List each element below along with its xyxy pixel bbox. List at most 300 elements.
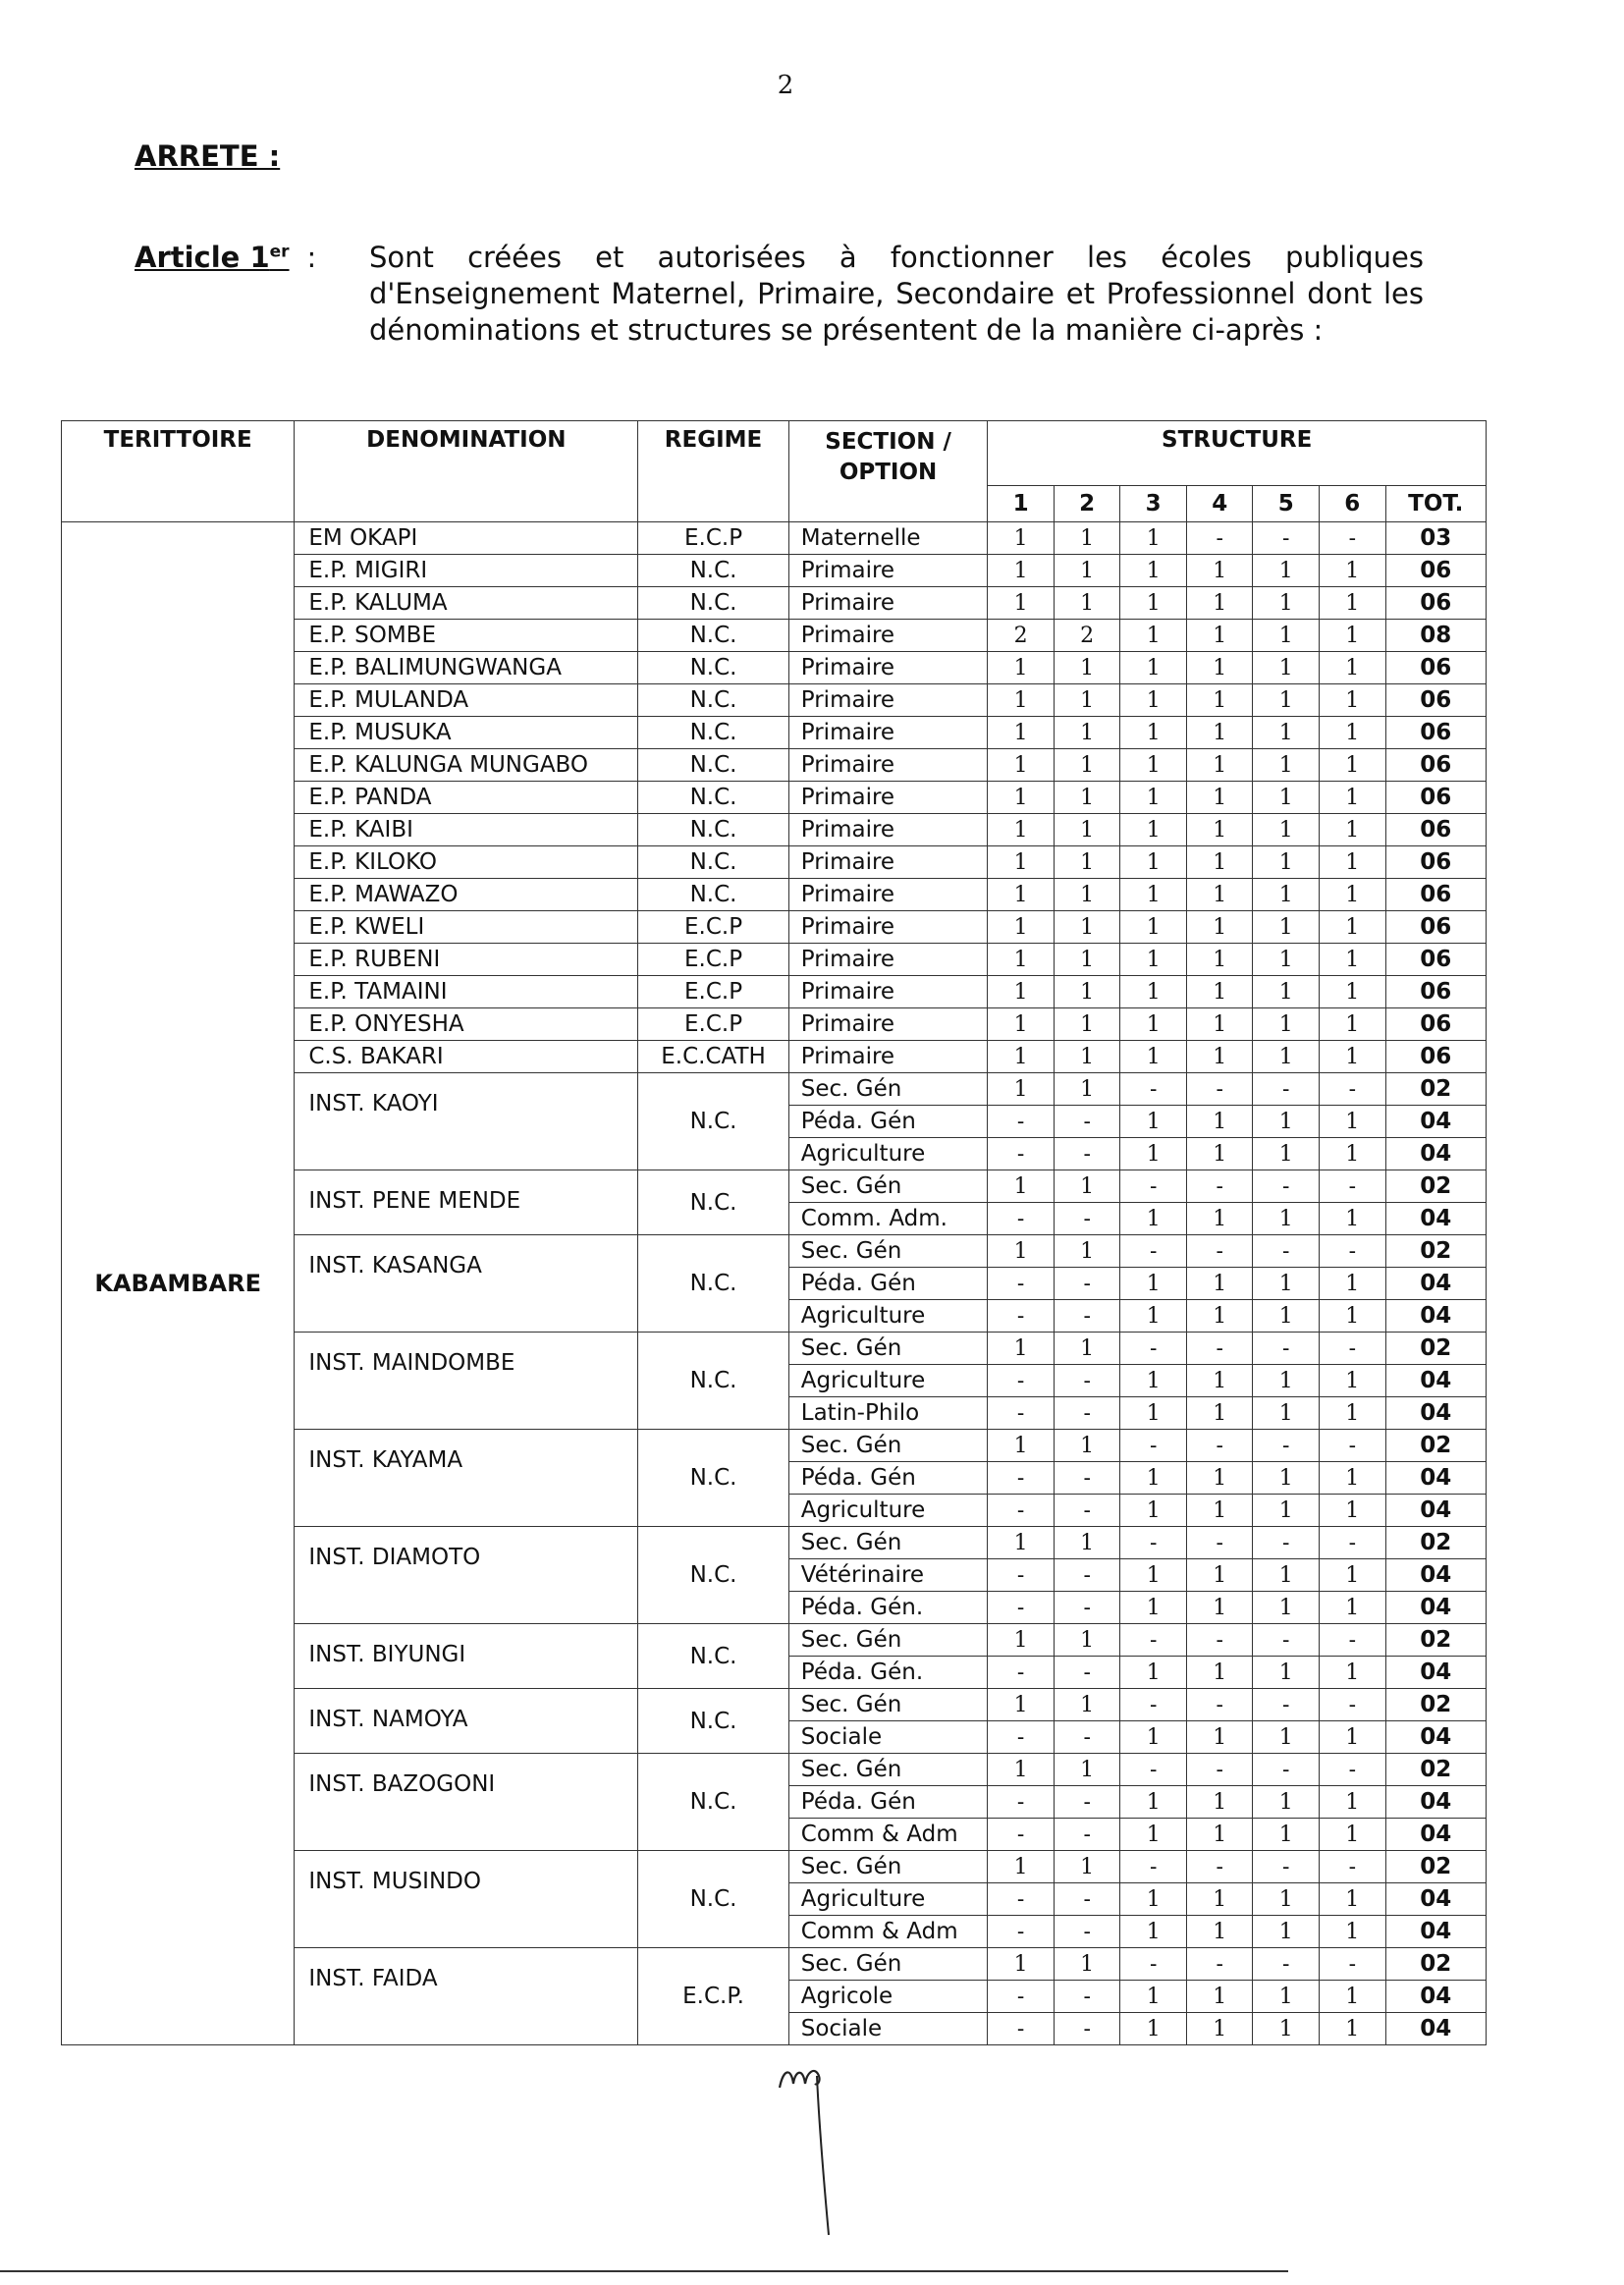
section-option: Primaire — [788, 879, 988, 911]
school-regime: N.C. — [638, 1073, 788, 1170]
structure-cell-3: 1 — [1120, 1592, 1187, 1624]
structure-total: 04 — [1385, 1495, 1486, 1527]
structure-cell-6: 1 — [1320, 782, 1386, 814]
structure-cell-4: 1 — [1186, 1786, 1253, 1819]
structure-cell-1: 1 — [988, 782, 1055, 814]
school-regime: N.C. — [638, 1689, 788, 1754]
school-name: E.P. ONYESHA — [295, 1008, 638, 1041]
decree-heading: ARRETE : — [135, 139, 281, 173]
structure-cell-4: 1 — [1186, 1041, 1253, 1073]
structure-cell-1: 1 — [988, 1430, 1055, 1462]
structure-cell-5: 1 — [1253, 1041, 1320, 1073]
school-name: E.P. MULANDA — [295, 684, 638, 717]
structure-cell-4: - — [1186, 1235, 1253, 1268]
structure-cell-2: 1 — [1054, 1333, 1120, 1365]
school-name: INST. KAYAMA — [295, 1430, 638, 1527]
school-regime: N.C. — [638, 620, 788, 652]
structure-cell-2: 1 — [1054, 1073, 1120, 1106]
table-header-row — [62, 421, 1487, 486]
structure-total: 06 — [1385, 814, 1486, 846]
structure-cell-5: 1 — [1253, 1592, 1320, 1624]
structure-cell-6: 1 — [1320, 587, 1386, 620]
structure-total: 06 — [1385, 911, 1486, 944]
article-label — [135, 241, 316, 274]
structure-cell-3: 1 — [1120, 879, 1187, 911]
structure-total: 02 — [1385, 1948, 1486, 1981]
section-option: Primaire — [788, 587, 988, 620]
structure-cell-3: - — [1120, 1527, 1187, 1559]
section-option: Péda. Gén — [788, 1268, 988, 1300]
school-regime: N.C. — [638, 717, 788, 749]
structure-cell-6: 1 — [1320, 555, 1386, 587]
structure-cell-2: 1 — [1054, 749, 1120, 782]
structure-total: 02 — [1385, 1527, 1486, 1559]
structure-cell-4: - — [1186, 1851, 1253, 1883]
school-name: INST. KAOYI — [295, 1073, 638, 1170]
structure-cell-3: - — [1120, 1430, 1187, 1462]
section-option: Sec. Gén — [788, 1689, 988, 1721]
section-option: Péda. Gén. — [788, 1657, 988, 1689]
structure-cell-3: 1 — [1120, 1657, 1187, 1689]
structure-cell-1: 1 — [988, 1073, 1055, 1106]
structure-cell-5: - — [1253, 1430, 1320, 1462]
structure-cell-5: - — [1253, 1624, 1320, 1657]
structure-total: 04 — [1385, 1462, 1486, 1495]
structure-cell-5: 1 — [1253, 1559, 1320, 1592]
structure-cell-6: 1 — [1320, 944, 1386, 976]
structure-cell-2: 1 — [1054, 911, 1120, 944]
structure-cell-2: - — [1054, 1138, 1120, 1170]
structure-total: 06 — [1385, 846, 1486, 879]
section-option: Vétérinaire — [788, 1559, 988, 1592]
structure-cell-5: 1 — [1253, 1981, 1320, 2013]
structure-cell-5: 1 — [1253, 1657, 1320, 1689]
structure-cell-3: - — [1120, 1333, 1187, 1365]
structure-cell-2: 1 — [1054, 976, 1120, 1008]
structure-cell-1: - — [988, 1916, 1055, 1948]
structure-cell-5: 1 — [1253, 1495, 1320, 1527]
structure-cell-5: 1 — [1253, 749, 1320, 782]
structure-cell-5: - — [1253, 1851, 1320, 1883]
structure-cell-6: 1 — [1320, 749, 1386, 782]
structure-cell-1: 1 — [988, 1008, 1055, 1041]
structure-cell-1: 1 — [988, 879, 1055, 911]
structure-cell-3: 1 — [1120, 1041, 1187, 1073]
structure-cell-6: - — [1320, 1851, 1386, 1883]
structure-cell-5: - — [1253, 1689, 1320, 1721]
structure-cell-5: - — [1253, 1235, 1320, 1268]
structure-cell-6: 1 — [1320, 1041, 1386, 1073]
school-regime: N.C. — [638, 1430, 788, 1527]
structure-cell-4: 1 — [1186, 587, 1253, 620]
structure-total: 04 — [1385, 1721, 1486, 1754]
header-col-2: 2 — [1054, 485, 1120, 521]
structure-cell-6: 1 — [1320, 1559, 1386, 1592]
structure-cell-6: 1 — [1320, 846, 1386, 879]
structure-cell-2: 1 — [1054, 1041, 1120, 1073]
structure-cell-1: 1 — [988, 1041, 1055, 1073]
structure-cell-1: - — [988, 1819, 1055, 1851]
structure-cell-5: 1 — [1253, 1268, 1320, 1300]
structure-cell-5: 1 — [1253, 1397, 1320, 1430]
structure-cell-5: - — [1253, 522, 1320, 555]
structure-cell-3: 1 — [1120, 846, 1187, 879]
school-regime: N.C. — [638, 587, 788, 620]
structure-cell-6: - — [1320, 1754, 1386, 1786]
article-body: Sont créées et autorisées à fonctionner les écoles publiques d'Enseignement Maternel, Primaire, Secondaire et Professionnel dont les dénominations et structures se présentent de la manière ci-après : — [369, 241, 1424, 347]
structure-cell-6: 1 — [1320, 1138, 1386, 1170]
table-body — [62, 522, 1487, 2045]
structure-cell-1: - — [988, 1300, 1055, 1333]
section-option: Sec. Gén — [788, 1235, 988, 1268]
structure-cell-6: 1 — [1320, 1300, 1386, 1333]
section-option: Agriculture — [788, 1495, 988, 1527]
section-option: Agriculture — [788, 1883, 988, 1916]
structure-cell-3: 1 — [1120, 1786, 1187, 1819]
structure-cell-1: 1 — [988, 1235, 1055, 1268]
section-option: Sec. Gén — [788, 1333, 988, 1365]
structure-cell-1: - — [988, 1559, 1055, 1592]
structure-cell-6: 1 — [1320, 1981, 1386, 2013]
structure-cell-1: 1 — [988, 1948, 1055, 1981]
structure-cell-2: 1 — [1054, 879, 1120, 911]
structure-cell-1: 1 — [988, 1851, 1055, 1883]
structure-cell-6: - — [1320, 1170, 1386, 1203]
structure-cell-3: 1 — [1120, 976, 1187, 1008]
structure-cell-3: - — [1120, 1624, 1187, 1657]
structure-cell-4: 1 — [1186, 1592, 1253, 1624]
structure-total: 06 — [1385, 749, 1486, 782]
structure-cell-2: - — [1054, 1819, 1120, 1851]
school-regime: N.C. — [638, 1754, 788, 1851]
structure-cell-4: - — [1186, 522, 1253, 555]
structure-cell-4: 1 — [1186, 814, 1253, 846]
structure-cell-1: - — [988, 1657, 1055, 1689]
structure-cell-3: 1 — [1120, 684, 1187, 717]
structure-cell-3: - — [1120, 1073, 1187, 1106]
structure-cell-5: - — [1253, 1948, 1320, 1981]
structure-cell-3: 1 — [1120, 749, 1187, 782]
section-option: Primaire — [788, 846, 988, 879]
signature-mark — [776, 2062, 854, 2239]
structure-cell-6: 1 — [1320, 1203, 1386, 1235]
structure-cell-4: 1 — [1186, 684, 1253, 717]
structure-cell-3: - — [1120, 1170, 1187, 1203]
structure-total: 02 — [1385, 1073, 1486, 1106]
structure-cell-3: 1 — [1120, 1883, 1187, 1916]
structure-cell-3: 1 — [1120, 1106, 1187, 1138]
section-option: Agriculture — [788, 1300, 988, 1333]
structure-cell-6: 1 — [1320, 2013, 1386, 2045]
structure-cell-6: 1 — [1320, 1365, 1386, 1397]
structure-cell-1: 1 — [988, 814, 1055, 846]
article-number: Article 1 — [135, 241, 270, 274]
structure-cell-5: 1 — [1253, 1462, 1320, 1495]
header-col-5: 5 — [1253, 485, 1320, 521]
section-option: Sec. Gén — [788, 1527, 988, 1559]
structure-cell-4: 1 — [1186, 911, 1253, 944]
structure-cell-1: 1 — [988, 749, 1055, 782]
structure-cell-1: 1 — [988, 555, 1055, 587]
structure-cell-4: 1 — [1186, 1365, 1253, 1397]
structure-total: 04 — [1385, 1559, 1486, 1592]
school-name: INST. NAMOYA — [295, 1689, 638, 1754]
school-regime: N.C. — [638, 1333, 788, 1430]
school-name: E.P. MUSUKA — [295, 717, 638, 749]
school-name: E.P. KILOKO — [295, 846, 638, 879]
structure-cell-5: 1 — [1253, 1300, 1320, 1333]
structure-cell-4: 1 — [1186, 976, 1253, 1008]
section-option: Primaire — [788, 717, 988, 749]
structure-cell-4: - — [1186, 1170, 1253, 1203]
schools-table — [61, 420, 1487, 2045]
structure-cell-1: - — [988, 1721, 1055, 1754]
structure-cell-2: - — [1054, 1981, 1120, 2013]
structure-cell-1: 1 — [988, 976, 1055, 1008]
structure-total: 02 — [1385, 1754, 1486, 1786]
structure-cell-2: 1 — [1054, 1754, 1120, 1786]
structure-cell-2: - — [1054, 1106, 1120, 1138]
structure-cell-5: 1 — [1253, 911, 1320, 944]
structure-cell-4: 1 — [1186, 1203, 1253, 1235]
section-option: Maternelle — [788, 522, 988, 555]
structure-cell-2: 2 — [1054, 620, 1120, 652]
structure-cell-3: 1 — [1120, 1916, 1187, 1948]
structure-total: 04 — [1385, 1138, 1486, 1170]
section-option: Péda. Gén — [788, 1786, 988, 1819]
structure-cell-3: 1 — [1120, 911, 1187, 944]
structure-cell-1: - — [988, 1203, 1055, 1235]
structure-cell-2: 1 — [1054, 522, 1120, 555]
section-option: Primaire — [788, 814, 988, 846]
structure-cell-1: - — [988, 1365, 1055, 1397]
structure-cell-2: - — [1054, 1300, 1120, 1333]
school-name: E.P. KAIBI — [295, 814, 638, 846]
structure-cell-3: - — [1120, 1235, 1187, 1268]
structure-cell-5: - — [1253, 1333, 1320, 1365]
structure-cell-6: 1 — [1320, 911, 1386, 944]
structure-cell-5: 1 — [1253, 944, 1320, 976]
school-regime: E.C.P — [638, 911, 788, 944]
structure-cell-4: - — [1186, 1527, 1253, 1559]
section-option: Primaire — [788, 976, 988, 1008]
structure-cell-4: - — [1186, 1073, 1253, 1106]
section-option: Agricole — [788, 1981, 988, 2013]
structure-cell-5: 1 — [1253, 1786, 1320, 1819]
structure-cell-6: - — [1320, 1689, 1386, 1721]
structure-cell-5: 1 — [1253, 782, 1320, 814]
structure-cell-1: - — [988, 1786, 1055, 1819]
section-option: Sec. Gén — [788, 1430, 988, 1462]
school-regime: E.C.P — [638, 976, 788, 1008]
structure-cell-4: - — [1186, 1430, 1253, 1462]
structure-cell-5: - — [1253, 1754, 1320, 1786]
header-territoire: TERITTOIRE — [62, 421, 295, 522]
section-option: Agriculture — [788, 1365, 988, 1397]
structure-cell-4: 1 — [1186, 1106, 1253, 1138]
header-section-option: SECTION / OPTION — [788, 421, 988, 522]
structure-cell-5: 1 — [1253, 1883, 1320, 1916]
structure-cell-2: 1 — [1054, 1948, 1120, 1981]
school-regime: N.C. — [638, 814, 788, 846]
structure-cell-2: - — [1054, 1657, 1120, 1689]
structure-cell-3: - — [1120, 1948, 1187, 1981]
school-name: E.P. SOMBE — [295, 620, 638, 652]
structure-total: 06 — [1385, 555, 1486, 587]
structure-cell-3: 1 — [1120, 555, 1187, 587]
section-option: Sec. Gén — [788, 1851, 988, 1883]
structure-cell-6: 1 — [1320, 1592, 1386, 1624]
structure-cell-2: - — [1054, 1786, 1120, 1819]
structure-cell-1: 1 — [988, 717, 1055, 749]
school-regime: N.C. — [638, 879, 788, 911]
structure-cell-4: 1 — [1186, 1559, 1253, 1592]
school-regime: E.C.P — [638, 522, 788, 555]
structure-cell-2: 1 — [1054, 782, 1120, 814]
structure-cell-4: 1 — [1186, 1300, 1253, 1333]
section-option: Primaire — [788, 1008, 988, 1041]
structure-cell-5: 1 — [1253, 976, 1320, 1008]
structure-cell-1: 1 — [988, 1624, 1055, 1657]
structure-total: 02 — [1385, 1333, 1486, 1365]
school-regime: N.C. — [638, 1624, 788, 1689]
structure-cell-6: 1 — [1320, 684, 1386, 717]
structure-cell-5: 1 — [1253, 1819, 1320, 1851]
structure-cell-1: - — [988, 1106, 1055, 1138]
structure-cell-2: - — [1054, 1268, 1120, 1300]
structure-cell-2: 1 — [1054, 1527, 1120, 1559]
school-regime: N.C. — [638, 782, 788, 814]
structure-total: 04 — [1385, 1916, 1486, 1948]
section-option: Primaire — [788, 944, 988, 976]
structure-cell-6: - — [1320, 1430, 1386, 1462]
structure-cell-2: 1 — [1054, 684, 1120, 717]
section-option: Péda. Gén — [788, 1462, 988, 1495]
section-option: Sec. Gén — [788, 1948, 988, 1981]
structure-cell-3: 1 — [1120, 814, 1187, 846]
structure-cell-6: - — [1320, 1624, 1386, 1657]
structure-cell-6: 1 — [1320, 1397, 1386, 1430]
structure-cell-4: 1 — [1186, 1916, 1253, 1948]
structure-cell-3: 1 — [1120, 1559, 1187, 1592]
school-regime: N.C. — [638, 555, 788, 587]
section-option: Sociale — [788, 2013, 988, 2045]
territory-cell: KABAMBARE — [62, 522, 295, 2045]
structure-cell-3: 1 — [1120, 782, 1187, 814]
structure-cell-6: 1 — [1320, 976, 1386, 1008]
school-name: INST. KASANGA — [295, 1235, 638, 1333]
structure-cell-6: 1 — [1320, 1819, 1386, 1851]
structure-cell-4: 1 — [1186, 1883, 1253, 1916]
school-name: INST. FAIDA — [295, 1948, 638, 2045]
structure-cell-5: 1 — [1253, 846, 1320, 879]
structure-cell-5: 1 — [1253, 2013, 1320, 2045]
section-option: Comm & Adm — [788, 1819, 988, 1851]
structure-cell-3: - — [1120, 1754, 1187, 1786]
structure-cell-6: 1 — [1320, 1883, 1386, 1916]
structure-cell-2: 1 — [1054, 1689, 1120, 1721]
structure-total: 04 — [1385, 1883, 1486, 1916]
structure-cell-2: 1 — [1054, 814, 1120, 846]
structure-cell-4: 1 — [1186, 1981, 1253, 2013]
section-option: Comm & Adm — [788, 1916, 988, 1948]
structure-cell-5: 1 — [1253, 879, 1320, 911]
structure-cell-4: 1 — [1186, 879, 1253, 911]
structure-cell-3: - — [1120, 1689, 1187, 1721]
article-label-text — [135, 241, 290, 274]
structure-cell-2: 1 — [1054, 1235, 1120, 1268]
structure-cell-4: - — [1186, 1754, 1253, 1786]
structure-cell-6: 1 — [1320, 1268, 1386, 1300]
structure-cell-5: 1 — [1253, 555, 1320, 587]
section-option: Primaire — [788, 652, 988, 684]
section-option: Primaire — [788, 620, 988, 652]
structure-cell-6: 1 — [1320, 879, 1386, 911]
section-option: Sec. Gén — [788, 1073, 988, 1106]
structure-cell-1: - — [988, 1883, 1055, 1916]
structure-cell-1: 1 — [988, 587, 1055, 620]
school-name: INST. PENE MENDE — [295, 1170, 638, 1235]
article-superscript: er — [269, 242, 290, 262]
structure-cell-3: 1 — [1120, 1397, 1187, 1430]
structure-total: 06 — [1385, 717, 1486, 749]
structure-cell-1: 1 — [988, 1689, 1055, 1721]
structure-cell-6: 1 — [1320, 1786, 1386, 1819]
structure-cell-5: - — [1253, 1170, 1320, 1203]
structure-cell-3: 1 — [1120, 1268, 1187, 1300]
section-option: Comm. Adm. — [788, 1203, 988, 1235]
structure-cell-3: 1 — [1120, 652, 1187, 684]
structure-cell-4: 1 — [1186, 944, 1253, 976]
structure-cell-3: 1 — [1120, 1819, 1187, 1851]
page-number: 2 — [777, 71, 794, 100]
structure-cell-1: 1 — [988, 652, 1055, 684]
structure-cell-2: 1 — [1054, 587, 1120, 620]
structure-total: 04 — [1385, 1592, 1486, 1624]
structure-cell-5: 1 — [1253, 814, 1320, 846]
section-option: Primaire — [788, 749, 988, 782]
structure-total: 04 — [1385, 1786, 1486, 1819]
school-name: INST. BIYUNGI — [295, 1624, 638, 1689]
structure-cell-4: 1 — [1186, 749, 1253, 782]
structure-cell-5: - — [1253, 1527, 1320, 1559]
school-name: INST. MUSINDO — [295, 1851, 638, 1948]
structure-cell-2: 1 — [1054, 1624, 1120, 1657]
structure-cell-3: 1 — [1120, 944, 1187, 976]
structure-cell-1: - — [988, 1268, 1055, 1300]
structure-cell-5: - — [1253, 1073, 1320, 1106]
header-col-total: TOT. — [1385, 485, 1486, 521]
school-regime: N.C. — [638, 1851, 788, 1948]
structure-total: 08 — [1385, 620, 1486, 652]
structure-cell-5: 1 — [1253, 620, 1320, 652]
school-regime: N.C. — [638, 1170, 788, 1235]
structure-cell-1: 1 — [988, 1333, 1055, 1365]
school-regime: N.C. — [638, 652, 788, 684]
structure-cell-1: 1 — [988, 846, 1055, 879]
structure-cell-3: 1 — [1120, 2013, 1187, 2045]
school-regime: E.C.P — [638, 1008, 788, 1041]
structure-cell-4: 1 — [1186, 652, 1253, 684]
structure-cell-1: - — [988, 2013, 1055, 2045]
school-regime: E.C.CATH — [638, 1041, 788, 1073]
structure-cell-6: - — [1320, 1235, 1386, 1268]
structure-cell-4: 1 — [1186, 555, 1253, 587]
structure-cell-3: 1 — [1120, 587, 1187, 620]
structure-cell-1: 1 — [988, 911, 1055, 944]
structure-cell-4: - — [1186, 1624, 1253, 1657]
structure-cell-1: 1 — [988, 522, 1055, 555]
